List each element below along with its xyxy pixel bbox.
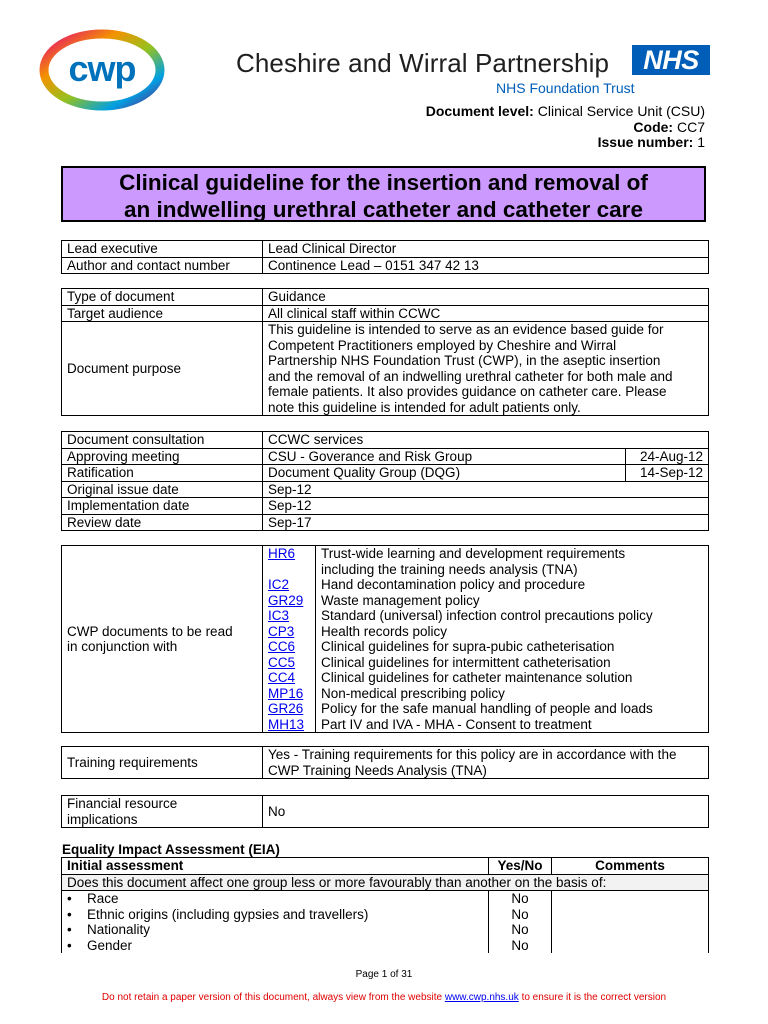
title-line-2: an indwelling urethral catheter and catheter care <box>124 197 643 222</box>
document-description: Non-medical prescribing policy <box>321 685 505 701</box>
eia-question: Does this document affect one group less or more favourably than another on the basis of: <box>62 874 709 891</box>
document-description: Policy for the safe manual handling of people and loads <box>321 701 653 716</box>
approving-value: CSU - Goverance and Risk Group <box>263 448 626 465</box>
approving-label: Approving meeting <box>62 448 263 465</box>
document-title <box>61 166 706 222</box>
table-row <box>62 891 709 907</box>
eia-item-answer: No <box>489 938 552 954</box>
original-issue-label: Original issue date <box>62 481 263 498</box>
table-row <box>62 514 709 531</box>
purpose-line: This guideline is intended to serve as an evidence based guide for <box>268 322 664 337</box>
link-hr6[interactable]: HR6 <box>268 546 296 561</box>
eia-item <box>62 907 489 923</box>
bullet: • <box>67 906 72 922</box>
link-cp3[interactable]: CP3 <box>268 623 295 639</box>
table-row <box>62 747 709 779</box>
document-level-value: Clinical Service Unit (CSU) <box>537 103 705 119</box>
link-gr26[interactable]: GR26 <box>268 701 304 716</box>
document-codes <box>263 546 316 733</box>
table-row <box>62 796 709 828</box>
table-row <box>62 257 709 274</box>
type-label: Type of document <box>62 289 263 306</box>
document-description: Waste management policy <box>321 592 480 608</box>
training-value-line: CWP Training Needs Analysis (TNA) <box>268 762 487 778</box>
eia-item-comment <box>552 938 709 954</box>
issue-value: 1 <box>697 134 705 150</box>
training-value <box>263 747 709 779</box>
table-row <box>62 432 709 449</box>
footer-notice-before: Do not retain a paper version of this document, always view from the website <box>101 992 443 1003</box>
logo-text: cwp <box>68 48 136 89</box>
table-row <box>62 305 709 322</box>
financial-label <box>62 796 263 828</box>
eia-item <box>62 891 489 907</box>
table-row <box>62 481 709 498</box>
link-mh13[interactable]: MH13 <box>268 716 305 732</box>
eia-col-comments: Comments <box>552 858 709 875</box>
table-row <box>62 938 709 954</box>
link-gr29[interactable]: GR29 <box>268 592 304 608</box>
purpose-line: Competent Practitioners employed by Cheshire and Wirral <box>268 337 617 353</box>
original-issue-value: Sep-12 <box>263 481 709 498</box>
executive-table <box>61 240 709 274</box>
eia-item-label: Gender <box>87 937 133 953</box>
financial-table <box>61 795 709 828</box>
link-ic3[interactable]: IC3 <box>268 608 290 623</box>
document-descriptions <box>316 546 709 733</box>
eia-col-initial: Initial assessment <box>62 858 489 875</box>
purpose-line: and the removal of an indwelling urethral catheter for both male and <box>268 368 673 384</box>
consultation-label: Document consultation <box>62 432 263 449</box>
eia-item-label: Nationality <box>87 922 151 937</box>
document-description: Clinical guidelines for catheter maintenance solution <box>321 670 633 685</box>
bullet: • <box>67 891 72 906</box>
ratification-value: Document Quality Group (DQG) <box>263 465 626 482</box>
table-row <box>62 498 709 515</box>
financial-label-line: implications <box>67 811 138 827</box>
purpose-line: Partnership NHS Foundation Trust (CWP), in the aseptic insertion <box>268 353 661 368</box>
cwp-logo <box>38 28 166 112</box>
footer-notice <box>0 992 768 1003</box>
type-value: Guidance <box>263 289 709 306</box>
table-row <box>62 874 709 891</box>
implementation-label: Implementation date <box>62 498 263 515</box>
eia-item-answer: No <box>489 922 552 938</box>
training-table <box>61 746 709 779</box>
title-line-1: Clinical guideline for the insertion and removal of <box>119 170 648 195</box>
document-level <box>426 103 705 119</box>
bullet: • <box>67 937 72 953</box>
code-spacer <box>268 562 310 578</box>
table-row <box>62 546 709 733</box>
review-label: Review date <box>62 514 263 531</box>
code-label: Code: <box>633 119 674 135</box>
purpose-label: Document purpose <box>62 322 263 416</box>
table-row <box>62 858 709 875</box>
training-value-line: Yes - Training requirements for this policy are in accordance with the <box>268 747 677 762</box>
purpose-line: female patients. It also provides guidance on catheter care. Please <box>268 384 667 399</box>
eia-item-comment <box>552 891 709 907</box>
table-row <box>62 465 709 482</box>
document-description: Standard (universal) infection control precautions policy <box>321 608 653 623</box>
related-documents-label-line: CWP documents to be read <box>67 623 233 639</box>
implementation-value: Sep-12 <box>263 498 709 515</box>
approving-date: 24-Aug-12 <box>626 448 709 465</box>
table-row <box>62 289 709 306</box>
document-level-label: Document level: <box>425 103 534 119</box>
audience-value: All clinical staff within CCWC <box>263 305 709 322</box>
financial-value: No <box>263 796 709 828</box>
document-description: Clinical guidelines for supra-pubic catheterisation <box>321 639 615 654</box>
document-description: Part IV and IVA - MHA - Consent to treatment <box>321 716 592 732</box>
link-cc4[interactable]: CC4 <box>268 670 296 685</box>
lead-executive-value: Lead Clinical Director <box>263 241 709 258</box>
eia-item-answer: No <box>489 891 552 907</box>
related-documents-label <box>62 546 263 733</box>
code-value: CC7 <box>676 119 705 135</box>
table-row <box>62 922 709 938</box>
lead-executive-label: Lead executive <box>62 241 263 258</box>
issue-label: Issue number: <box>597 134 694 150</box>
document-description: Health records policy <box>321 623 448 639</box>
eia-item <box>62 938 489 954</box>
purpose-value <box>263 322 709 416</box>
eia-item-comment <box>552 922 709 938</box>
eia-item <box>62 922 489 938</box>
table-row <box>62 907 709 923</box>
page-number: Page 1 of 31 <box>355 969 413 980</box>
eia-item-answer: No <box>489 907 552 923</box>
ratification-label: Ratification <box>62 465 263 482</box>
link-mp16[interactable]: MP16 <box>268 685 304 701</box>
organisation-name: Cheshire and Wirral Partnership <box>236 48 610 78</box>
eia-table <box>61 857 709 953</box>
document-description: including the training needs analysis (TNA) <box>321 561 578 577</box>
document-type-table <box>61 288 709 416</box>
document-description: Clinical guidelines for intermittent catheterisation <box>321 654 611 670</box>
bullet: • <box>67 922 72 937</box>
financial-label-line: Financial resource <box>67 796 178 811</box>
author-label: Author and contact number <box>62 257 263 274</box>
related-documents-table <box>61 545 709 733</box>
website-link[interactable]: www.cwp.nhs.uk <box>444 992 519 1003</box>
eia-heading: Equality Impact Assessment (EIA) <box>62 842 280 857</box>
training-label: Training requirements <box>62 747 263 779</box>
document-description: Trust-wide learning and development requirements <box>321 546 626 561</box>
footer-notice-after: to ensure it is the correct version <box>521 992 667 1003</box>
consultation-value: CCWC services <box>263 432 709 449</box>
nhs-logo: NHS <box>632 45 710 75</box>
issue-number <box>598 134 705 150</box>
eia-col-yesno: Yes/No <box>489 858 552 875</box>
link-ic2[interactable]: IC2 <box>268 577 290 592</box>
table-row <box>62 322 709 416</box>
eia-item-label: Ethnic origins (including gypsies and travellers) <box>87 906 369 922</box>
table-row <box>62 241 709 258</box>
document-description: Hand decontamination policy and procedure <box>321 577 586 592</box>
document-code <box>633 119 705 135</box>
link-cc5[interactable]: CC5 <box>268 654 296 670</box>
table-row <box>62 448 709 465</box>
related-documents-label-line: in conjunction with <box>67 639 178 654</box>
review-value: Sep-17 <box>263 514 709 531</box>
eia-item-label: Race <box>87 891 119 906</box>
audience-label: Target audience <box>62 305 263 322</box>
purpose-line: note this guideline is intended for adult patients only. <box>268 399 581 415</box>
organisation-subtitle: NHS Foundation Trust <box>496 80 635 96</box>
eia-item-comment <box>552 907 709 923</box>
ratification-date: 14-Sep-12 <box>626 465 709 482</box>
link-cc6[interactable]: CC6 <box>268 639 296 654</box>
author-value: Continence Lead – 0151 347 42 13 <box>263 257 709 274</box>
consultation-table <box>61 431 709 531</box>
